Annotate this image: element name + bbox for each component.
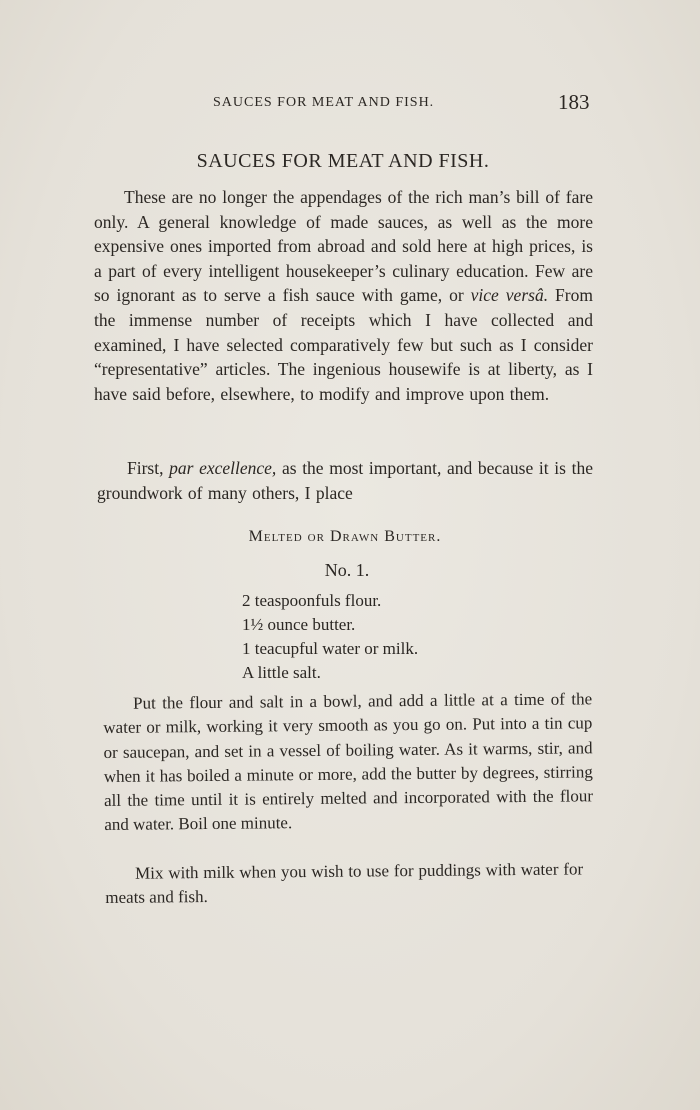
second-lead: First, bbox=[127, 458, 170, 478]
recipe-number: No. 1. bbox=[324, 560, 370, 580]
note-text: Mix with milk when you wish to use for puddings with water for meats and fish. bbox=[105, 859, 584, 908]
ingredient-item: A little salt. bbox=[242, 663, 321, 682]
ingredient-item: 1 teacupful water or milk. bbox=[242, 639, 419, 658]
intro-text: These are no longer the appendages of the rich man’s bill of fare only. A general knowledge of made sauces, as well as the more expensive ones imported from abroad and sold here at high prices, is a part of every intelligent housekeeper’s culinary education. Few are so ignorant as to serve a fish sauce with game, or bbox=[94, 187, 593, 306]
ingredient-list bbox=[242, 589, 418, 685]
second-italic: par excellence, bbox=[169, 458, 277, 478]
note-paragraph bbox=[105, 857, 583, 910]
intro-text-after: From the immense number of receipts which I have collected and examined, I have selected comparatively few but such as I consider “representative” articles. The ingenious housewife is at liberty, as I have said before, elsewhere, to modify and improve upon them. bbox=[94, 285, 593, 404]
second-text: as the most important, and because it is the groundwork of many others, I place bbox=[97, 458, 593, 503]
running-head-title: SAUCES FOR MEAT AND FISH. bbox=[213, 95, 435, 110]
recipe-title: Melted or Drawn Butter. bbox=[248, 528, 442, 545]
method-paragraph bbox=[103, 687, 593, 837]
intro-paragraph bbox=[94, 185, 593, 406]
second-paragraph bbox=[97, 456, 593, 505]
running-head bbox=[0, 90, 700, 116]
ingredient-item: 1½ ounce butter. bbox=[242, 615, 356, 634]
intro-italic: vice versâ. bbox=[470, 285, 549, 306]
chapter-heading: SAUCES FOR MEAT AND FISH. bbox=[196, 150, 490, 172]
method-text: Put the flour and salt in a bowl, and add a little at a time of the water or milk, working it very smooth as you go on. Put into a tin cup or saucepan, and set in a vessel of boiling water. As it warms, stir, and when it has boiled a minute or more, add the butter by degrees, stirring all the time until it is entirely melted and incorporated with the flour and water. Boil one minute. bbox=[103, 689, 594, 835]
page-number: 183 bbox=[558, 90, 590, 114]
ingredient-item: 2 teaspoonfuls flour. bbox=[242, 591, 382, 610]
